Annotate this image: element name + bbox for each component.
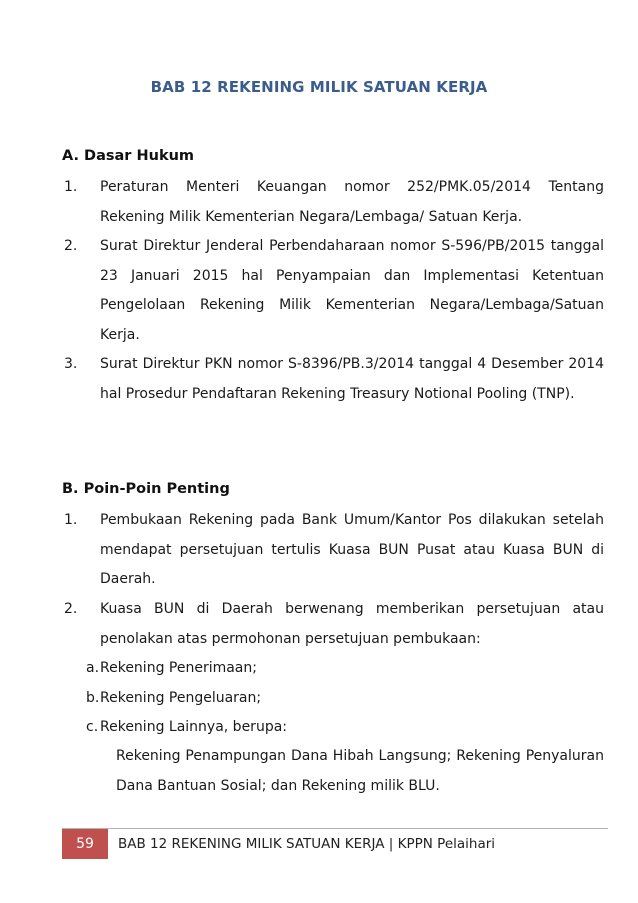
sub-list-letter: a. xyxy=(86,660,100,676)
list-number: 2. xyxy=(64,238,78,254)
sub-list-item xyxy=(86,684,606,714)
list-number: 1. xyxy=(64,512,78,528)
sub-list-text: Rekening Pengeluaran; xyxy=(100,690,262,706)
sub-list-letter: b. xyxy=(86,690,100,706)
footer-text: BAB 12 REKENING MILIK SATUAN KERJA | KPPN Pelaihari xyxy=(118,836,496,852)
list-item xyxy=(64,595,604,654)
chapter-title: BAB 12 REKENING MILIK SATUAN KERJA xyxy=(150,78,488,96)
list-number: 1. xyxy=(64,179,78,195)
list-item xyxy=(64,506,604,595)
list-item xyxy=(64,350,604,409)
sub-list-text: Rekening Penerimaan; xyxy=(100,660,257,676)
list-item xyxy=(64,173,604,232)
sub-list-letter: c. xyxy=(86,719,99,735)
list-item-text: Surat Direktur PKN nomor S-8396/PB.3/2014 tanggal 4 Desember 2014 hal Prosedur Pendaftaran Rekening Treasury Notional Pooling (TNP). xyxy=(100,356,604,402)
page-number: 59 xyxy=(62,829,108,859)
list-item-text: Pembukaan Rekening pada Bank Umum/Kantor Pos dilakukan setelah mendapat persetujuan tertulis Kuasa BUN Pusat atau Kuasa BUN di Daerah. xyxy=(100,512,604,587)
sub-list-text: Rekening Lainnya, berupa: xyxy=(100,719,287,735)
section-a-heading: A. Dasar Hukum xyxy=(62,148,195,164)
list-item-text: Peraturan Menteri Keuangan nomor 252/PMK.05/2014 Tentang Rekening Milik Kementerian Negara/Lembaga/ Satuan Kerja. xyxy=(100,179,604,225)
list-number: 2. xyxy=(64,601,78,617)
sub-list-paragraph: Rekening Penampungan Dana Hibah Langsung; Rekening Penyaluran Dana Bantuan Sosial; dan Rekening milik BLU. xyxy=(116,748,604,794)
section-b-heading: B. Poin-Poin Penting xyxy=(62,481,230,497)
list-number: 3. xyxy=(64,356,78,372)
list-item-text: Surat Direktur Jenderal Perbendaharaan nomor S-596/PB/2015 tanggal 23 Januari 2015 hal Penyampaian dan Implementasi Ketentuan Pengelolaan Rekening Milik Kementerian Negara/Lembaga/Satuan Kerja. xyxy=(100,238,604,343)
list-item-text: Kuasa BUN di Daerah berwenang memberikan persetujuan atau penolakan atas permohonan persetujuan pembukaan: xyxy=(100,601,604,647)
sub-list-item xyxy=(86,654,606,684)
sub-list-item xyxy=(86,713,606,743)
list-item xyxy=(64,232,604,350)
